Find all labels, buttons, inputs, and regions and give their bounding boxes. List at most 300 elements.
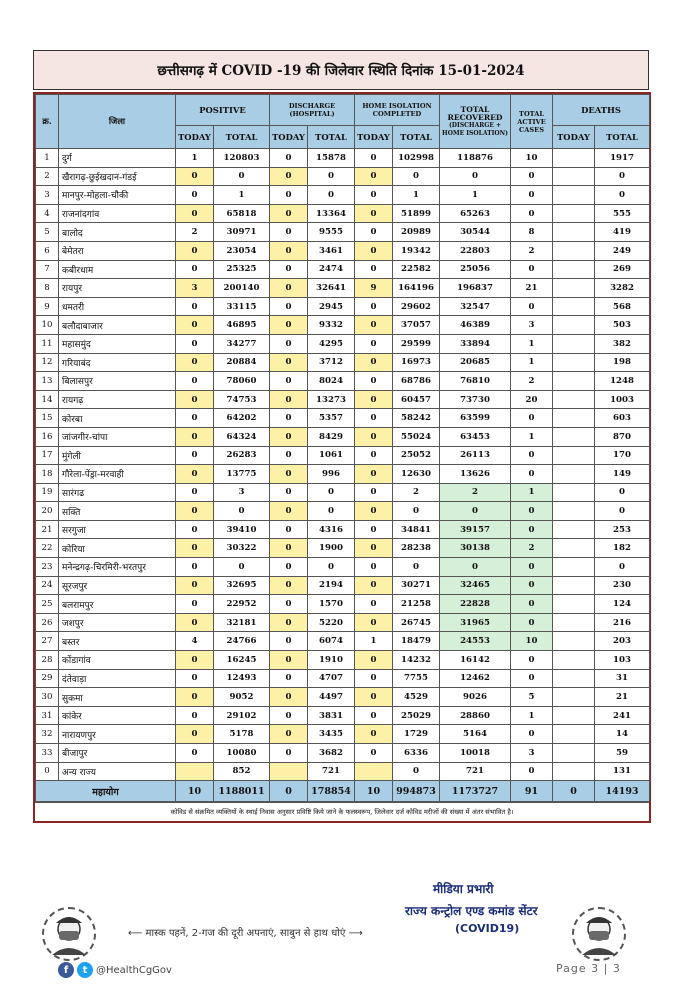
arrow-left-icon: ⟵	[128, 928, 146, 939]
header-discharge-total: TOTAL	[308, 126, 355, 149]
row-value-cell: 1248	[595, 372, 650, 391]
row-value-cell: 124	[595, 595, 650, 614]
row-district-name: दुर्ग	[59, 149, 176, 168]
row-district-name: सुकमा	[59, 688, 176, 707]
row-sr-number: 21	[36, 520, 59, 539]
row-value-cell: 31	[595, 669, 650, 688]
facebook-icon[interactable]: f	[58, 962, 74, 978]
table-row	[36, 241, 650, 260]
row-value-cell: 0	[440, 502, 511, 521]
table-row	[36, 149, 650, 168]
row-value-cell: 14	[595, 725, 650, 744]
row-sr-number: 27	[36, 632, 59, 651]
row-value-cell: 0	[355, 502, 393, 521]
row-value-cell: 9555	[308, 223, 355, 242]
row-sr-number: 29	[36, 669, 59, 688]
row-value-cell: 0	[270, 595, 308, 614]
table-row	[36, 446, 650, 465]
row-value-cell: 0	[355, 539, 393, 558]
row-value-cell: 0	[270, 669, 308, 688]
row-value-cell: 13775	[214, 465, 270, 484]
row-value-cell: 59	[595, 744, 650, 763]
row-sr-number: 3	[36, 186, 59, 205]
row-value-cell: 8429	[308, 427, 355, 446]
row-value-cell	[553, 465, 595, 484]
covid-table-container	[33, 92, 651, 823]
table-row	[36, 260, 650, 279]
table-row	[36, 316, 650, 335]
row-district-name: रायपुर	[59, 279, 176, 298]
row-sr-number: 11	[36, 334, 59, 353]
row-value-cell: 0	[176, 706, 214, 725]
row-value-cell	[553, 334, 595, 353]
row-value-cell: 0	[511, 725, 553, 744]
row-value-cell: 46389	[440, 316, 511, 335]
table-row	[36, 502, 650, 521]
row-sr-number: 22	[36, 539, 59, 558]
row-value-cell: 51899	[393, 204, 440, 223]
row-value-cell: 0	[511, 297, 553, 316]
row-district-name: महासमुंद	[59, 334, 176, 353]
table-row	[36, 632, 650, 651]
row-value-cell: 0	[393, 762, 440, 781]
row-value-cell	[553, 558, 595, 577]
row-value-cell	[553, 632, 595, 651]
row-value-cell	[553, 483, 595, 502]
row-value-cell: 0	[355, 427, 393, 446]
header-total-recovered-sub: (DISCHARGE + HOME ISOLATION)	[442, 121, 508, 137]
row-value-cell: 0	[393, 502, 440, 521]
row-value-cell: 0	[355, 149, 393, 168]
total-cell: 10	[355, 781, 393, 802]
row-value-cell: 1729	[393, 725, 440, 744]
row-sr-number: 15	[36, 409, 59, 428]
table-row	[36, 204, 650, 223]
row-value-cell: 1	[440, 186, 511, 205]
row-value-cell: 3712	[308, 353, 355, 372]
row-value-cell: 34841	[393, 520, 440, 539]
row-value-cell: 6336	[393, 744, 440, 763]
row-value-cell	[553, 390, 595, 409]
table-row	[36, 297, 650, 316]
row-value-cell: 4529	[393, 688, 440, 707]
row-value-cell: 2194	[308, 576, 355, 595]
row-district-name: कोरबा	[59, 409, 176, 428]
table-row	[36, 558, 650, 577]
row-value-cell: 0	[176, 520, 214, 539]
row-value-cell: 10	[511, 632, 553, 651]
row-value-cell: 0	[214, 167, 270, 186]
row-value-cell: 0	[176, 167, 214, 186]
row-value-cell: 555	[595, 204, 650, 223]
row-value-cell: 1	[214, 186, 270, 205]
row-value-cell: 721	[440, 762, 511, 781]
row-value-cell	[553, 316, 595, 335]
row-sr-number: 20	[36, 502, 59, 521]
row-value-cell: 74753	[214, 390, 270, 409]
row-sr-number: 25	[36, 595, 59, 614]
row-value-cell: 0	[270, 149, 308, 168]
row-value-cell	[553, 706, 595, 725]
row-value-cell: 15878	[308, 149, 355, 168]
row-value-cell	[553, 688, 595, 707]
row-value-cell: 0	[176, 539, 214, 558]
row-value-cell: 30271	[393, 576, 440, 595]
row-value-cell: 34277	[214, 334, 270, 353]
row-value-cell: 2945	[308, 297, 355, 316]
row-value-cell: 0	[355, 483, 393, 502]
row-value-cell: 0	[214, 502, 270, 521]
row-value-cell: 63453	[440, 427, 511, 446]
row-value-cell: 9052	[214, 688, 270, 707]
row-value-cell: 0	[511, 595, 553, 614]
row-value-cell: 13364	[308, 204, 355, 223]
row-value-cell: 0	[270, 260, 308, 279]
row-value-cell: 870	[595, 427, 650, 446]
table-row	[36, 223, 650, 242]
arrow-right-icon: ⟶	[345, 928, 363, 939]
row-value-cell: 0	[270, 483, 308, 502]
row-value-cell	[553, 576, 595, 595]
row-value-cell: 0	[355, 223, 393, 242]
row-value-cell: 0	[355, 465, 393, 484]
row-value-cell: 0	[511, 613, 553, 632]
row-district-name: कोंडागांव	[59, 651, 176, 670]
row-value-cell: 12630	[393, 465, 440, 484]
row-value-cell: 21258	[393, 595, 440, 614]
row-value-cell: 0	[270, 204, 308, 223]
row-value-cell: 0	[355, 297, 393, 316]
row-value-cell: 1	[393, 186, 440, 205]
row-value-cell: 996	[308, 465, 355, 484]
row-value-cell: 64324	[214, 427, 270, 446]
row-value-cell: 5164	[440, 725, 511, 744]
row-sr-number: 12	[36, 353, 59, 372]
row-value-cell: 20	[511, 390, 553, 409]
row-value-cell: 0	[511, 465, 553, 484]
row-sr-number: 28	[36, 651, 59, 670]
table-row	[36, 651, 650, 670]
row-value-cell: 5220	[308, 613, 355, 632]
table-row	[36, 539, 650, 558]
table-row	[36, 465, 650, 484]
row-value-cell: 32465	[440, 576, 511, 595]
row-value-cell: 1570	[308, 595, 355, 614]
total-cell: 14193	[595, 781, 650, 802]
row-value-cell: 0	[308, 483, 355, 502]
row-value-cell: 12462	[440, 669, 511, 688]
row-value-cell: 503	[595, 316, 650, 335]
table-row	[36, 520, 650, 539]
row-value-cell: 0	[176, 427, 214, 446]
row-value-cell: 9026	[440, 688, 511, 707]
row-value-cell: 24766	[214, 632, 270, 651]
row-value-cell: 12493	[214, 669, 270, 688]
row-sr-number: 13	[36, 372, 59, 391]
row-value-cell	[553, 744, 595, 763]
row-value-cell: 0	[595, 483, 650, 502]
twitter-icon[interactable]: t	[77, 962, 93, 978]
row-value-cell: 0	[270, 520, 308, 539]
row-value-cell: 0	[355, 744, 393, 763]
header-positive-total: TOTAL	[214, 126, 270, 149]
row-value-cell: 0	[270, 706, 308, 725]
row-value-cell: 1917	[595, 149, 650, 168]
row-value-cell: 30322	[214, 539, 270, 558]
row-value-cell: 22828	[440, 595, 511, 614]
row-district-name: कांकेर	[59, 706, 176, 725]
row-value-cell: 0	[270, 465, 308, 484]
row-value-cell: 120803	[214, 149, 270, 168]
table-body	[36, 149, 650, 781]
row-value-cell: 25056	[440, 260, 511, 279]
total-cell: 0	[270, 781, 308, 802]
row-value-cell: 68786	[393, 372, 440, 391]
row-value-cell: 0	[440, 558, 511, 577]
row-value-cell: 20884	[214, 353, 270, 372]
row-value-cell: 200140	[214, 279, 270, 298]
row-value-cell: 22952	[214, 595, 270, 614]
slogan-banner	[40, 905, 640, 961]
row-value-cell: 182	[595, 539, 650, 558]
row-value-cell: 230	[595, 576, 650, 595]
total-cell: 91	[511, 781, 553, 802]
row-value-cell: 419	[595, 223, 650, 242]
row-value-cell: 0	[511, 409, 553, 428]
row-value-cell: 0	[270, 372, 308, 391]
row-value-cell	[553, 613, 595, 632]
row-value-cell: 0	[511, 576, 553, 595]
table-row	[36, 576, 650, 595]
row-value-cell: 721	[308, 762, 355, 781]
row-value-cell: 65263	[440, 204, 511, 223]
row-value-cell: 2	[176, 223, 214, 242]
row-value-cell: 0	[176, 390, 214, 409]
row-value-cell: 852	[214, 762, 270, 781]
row-value-cell: 0	[393, 558, 440, 577]
row-district-name: गरियाबंद	[59, 353, 176, 372]
row-value-cell: 0	[308, 558, 355, 577]
row-value-cell: 0	[270, 223, 308, 242]
row-value-cell: 0	[355, 204, 393, 223]
covid-district-table	[35, 94, 650, 802]
row-sr-number: 10	[36, 316, 59, 335]
row-value-cell: 0	[355, 446, 393, 465]
table-row	[36, 390, 650, 409]
row-value-cell: 0	[511, 558, 553, 577]
row-value-cell: 10018	[440, 744, 511, 763]
row-value-cell: 0	[355, 725, 393, 744]
row-value-cell: 3682	[308, 744, 355, 763]
row-value-cell: 0	[176, 409, 214, 428]
row-value-cell: 0	[176, 576, 214, 595]
row-value-cell: 0	[270, 427, 308, 446]
header-home-total: TOTAL	[393, 126, 440, 149]
row-district-name: दंतेवाड़ा	[59, 669, 176, 688]
row-value-cell: 269	[595, 260, 650, 279]
row-sr-number: 23	[36, 558, 59, 577]
table-row	[36, 706, 650, 725]
row-value-cell: 0	[270, 558, 308, 577]
slogan-label: मास्क पहनें, 2-गज की दूरी अपनाएं, साबुन से हाथ धोएं	[145, 928, 346, 939]
row-value-cell	[355, 762, 393, 781]
row-value-cell	[553, 502, 595, 521]
row-value-cell: 0	[176, 502, 214, 521]
row-district-name: सरगुजा	[59, 520, 176, 539]
row-district-name: सक्ति	[59, 502, 176, 521]
row-value-cell: 0	[355, 409, 393, 428]
row-value-cell: 253	[595, 520, 650, 539]
header-sr: क्र.	[36, 95, 59, 149]
row-value-cell: 203	[595, 632, 650, 651]
header-total-recovered	[440, 95, 511, 149]
row-value-cell: 7755	[393, 669, 440, 688]
row-value-cell: 3435	[308, 725, 355, 744]
row-sr-number: 2	[36, 167, 59, 186]
row-value-cell: 25029	[393, 706, 440, 725]
media-line-2: राज्य कन्ट्रोल एण्ड कमांड सेंटर	[405, 904, 538, 918]
table-row	[36, 744, 650, 763]
row-value-cell: 1	[511, 706, 553, 725]
row-sr-number: 6	[36, 241, 59, 260]
row-value-cell: 0	[355, 260, 393, 279]
row-value-cell: 2	[511, 539, 553, 558]
row-value-cell: 33115	[214, 297, 270, 316]
row-value-cell: 0	[270, 186, 308, 205]
row-value-cell	[553, 725, 595, 744]
row-district-name: बलरामपुर	[59, 595, 176, 614]
row-district-name: बस्तर	[59, 632, 176, 651]
row-value-cell: 1061	[308, 446, 355, 465]
row-value-cell	[553, 204, 595, 223]
masked-face-icon	[572, 907, 626, 961]
row-value-cell: 0	[355, 706, 393, 725]
row-value-cell: 0	[355, 390, 393, 409]
row-value-cell: 39410	[214, 520, 270, 539]
row-district-name: जांजगीर-चांपा	[59, 427, 176, 446]
row-value-cell: 21	[595, 688, 650, 707]
table-row	[36, 613, 650, 632]
row-district-name: सूरजपुर	[59, 576, 176, 595]
row-value-cell: 26745	[393, 613, 440, 632]
row-value-cell	[553, 223, 595, 242]
header-home-isolation: HOME ISOLATION COMPLETED	[355, 95, 440, 126]
row-value-cell	[553, 762, 595, 781]
row-value-cell: 0	[595, 186, 650, 205]
row-value-cell: 0	[176, 334, 214, 353]
row-value-cell: 0	[176, 725, 214, 744]
table-row	[36, 353, 650, 372]
row-value-cell: 0	[308, 502, 355, 521]
row-value-cell: 0	[270, 241, 308, 260]
page-number: Page 3 | 3	[556, 962, 621, 975]
table-row	[36, 762, 650, 781]
header-deaths-total: TOTAL	[595, 126, 650, 149]
row-value-cell: 0	[176, 669, 214, 688]
row-value-cell: 2	[440, 483, 511, 502]
row-value-cell: 0	[270, 446, 308, 465]
row-value-cell: 32547	[440, 297, 511, 316]
row-value-cell: 0	[270, 297, 308, 316]
row-value-cell: 0	[595, 167, 650, 186]
row-district-name: बलौदाबाजार	[59, 316, 176, 335]
row-value-cell: 60457	[393, 390, 440, 409]
row-value-cell: 32695	[214, 576, 270, 595]
row-value-cell: 0	[355, 595, 393, 614]
header-home-today: TODAY	[355, 126, 393, 149]
row-value-cell	[553, 167, 595, 186]
header-deaths-today: TODAY	[553, 126, 595, 149]
row-district-name: खैरागढ़-छुईखदान-गंडई	[59, 167, 176, 186]
row-value-cell: 0	[270, 334, 308, 353]
table-row	[36, 167, 650, 186]
row-district-name: धमतरी	[59, 297, 176, 316]
row-value-cell: 0	[355, 186, 393, 205]
row-value-cell: 0	[511, 502, 553, 521]
row-value-cell: 0	[355, 241, 393, 260]
row-value-cell: 0	[270, 613, 308, 632]
row-value-cell: 1	[176, 149, 214, 168]
row-value-cell: 10	[511, 149, 553, 168]
total-label: महायोग	[36, 781, 176, 802]
social-handle[interactable]: @HealthCgGov	[96, 964, 172, 976]
row-value-cell: 8024	[308, 372, 355, 391]
row-sr-number: 7	[36, 260, 59, 279]
row-value-cell: 196837	[440, 279, 511, 298]
row-value-cell: 3461	[308, 241, 355, 260]
row-value-cell: 131	[595, 762, 650, 781]
row-value-cell: 0	[511, 167, 553, 186]
row-sr-number: 30	[36, 688, 59, 707]
row-value-cell	[553, 297, 595, 316]
row-value-cell: 10080	[214, 744, 270, 763]
row-value-cell: 63599	[440, 409, 511, 428]
table-row	[36, 186, 650, 205]
row-value-cell: 24553	[440, 632, 511, 651]
row-value-cell: 5178	[214, 725, 270, 744]
row-value-cell	[553, 186, 595, 205]
row-value-cell: 0	[270, 353, 308, 372]
row-value-cell: 0	[355, 372, 393, 391]
row-value-cell: 13626	[440, 465, 511, 484]
table-row	[36, 372, 650, 391]
row-value-cell: 0	[270, 390, 308, 409]
row-value-cell: 0	[511, 651, 553, 670]
row-district-name: मानपुर-मोहला-चौकी	[59, 186, 176, 205]
row-value-cell	[553, 669, 595, 688]
row-value-cell: 39157	[440, 520, 511, 539]
row-value-cell: 2	[511, 241, 553, 260]
row-value-cell: 0	[511, 669, 553, 688]
slogan-text	[128, 925, 363, 939]
row-value-cell: 0	[176, 204, 214, 223]
row-value-cell: 0	[308, 186, 355, 205]
row-value-cell: 0	[176, 483, 214, 502]
row-value-cell	[553, 241, 595, 260]
row-value-cell: 3	[214, 483, 270, 502]
row-value-cell: 0	[595, 558, 650, 577]
row-value-cell: 1	[511, 353, 553, 372]
row-value-cell	[553, 409, 595, 428]
media-line-3: (COVID19)	[455, 922, 520, 935]
row-value-cell	[553, 372, 595, 391]
row-value-cell	[553, 520, 595, 539]
row-value-cell	[553, 149, 595, 168]
row-sr-number: 8	[36, 279, 59, 298]
row-value-cell: 0	[176, 465, 214, 484]
row-value-cell: 22582	[393, 260, 440, 279]
page-title: छत्तीसगढ़ में COVID -19 की जिलेवार स्थिति दिनांक 15-01-2024	[33, 50, 649, 90]
